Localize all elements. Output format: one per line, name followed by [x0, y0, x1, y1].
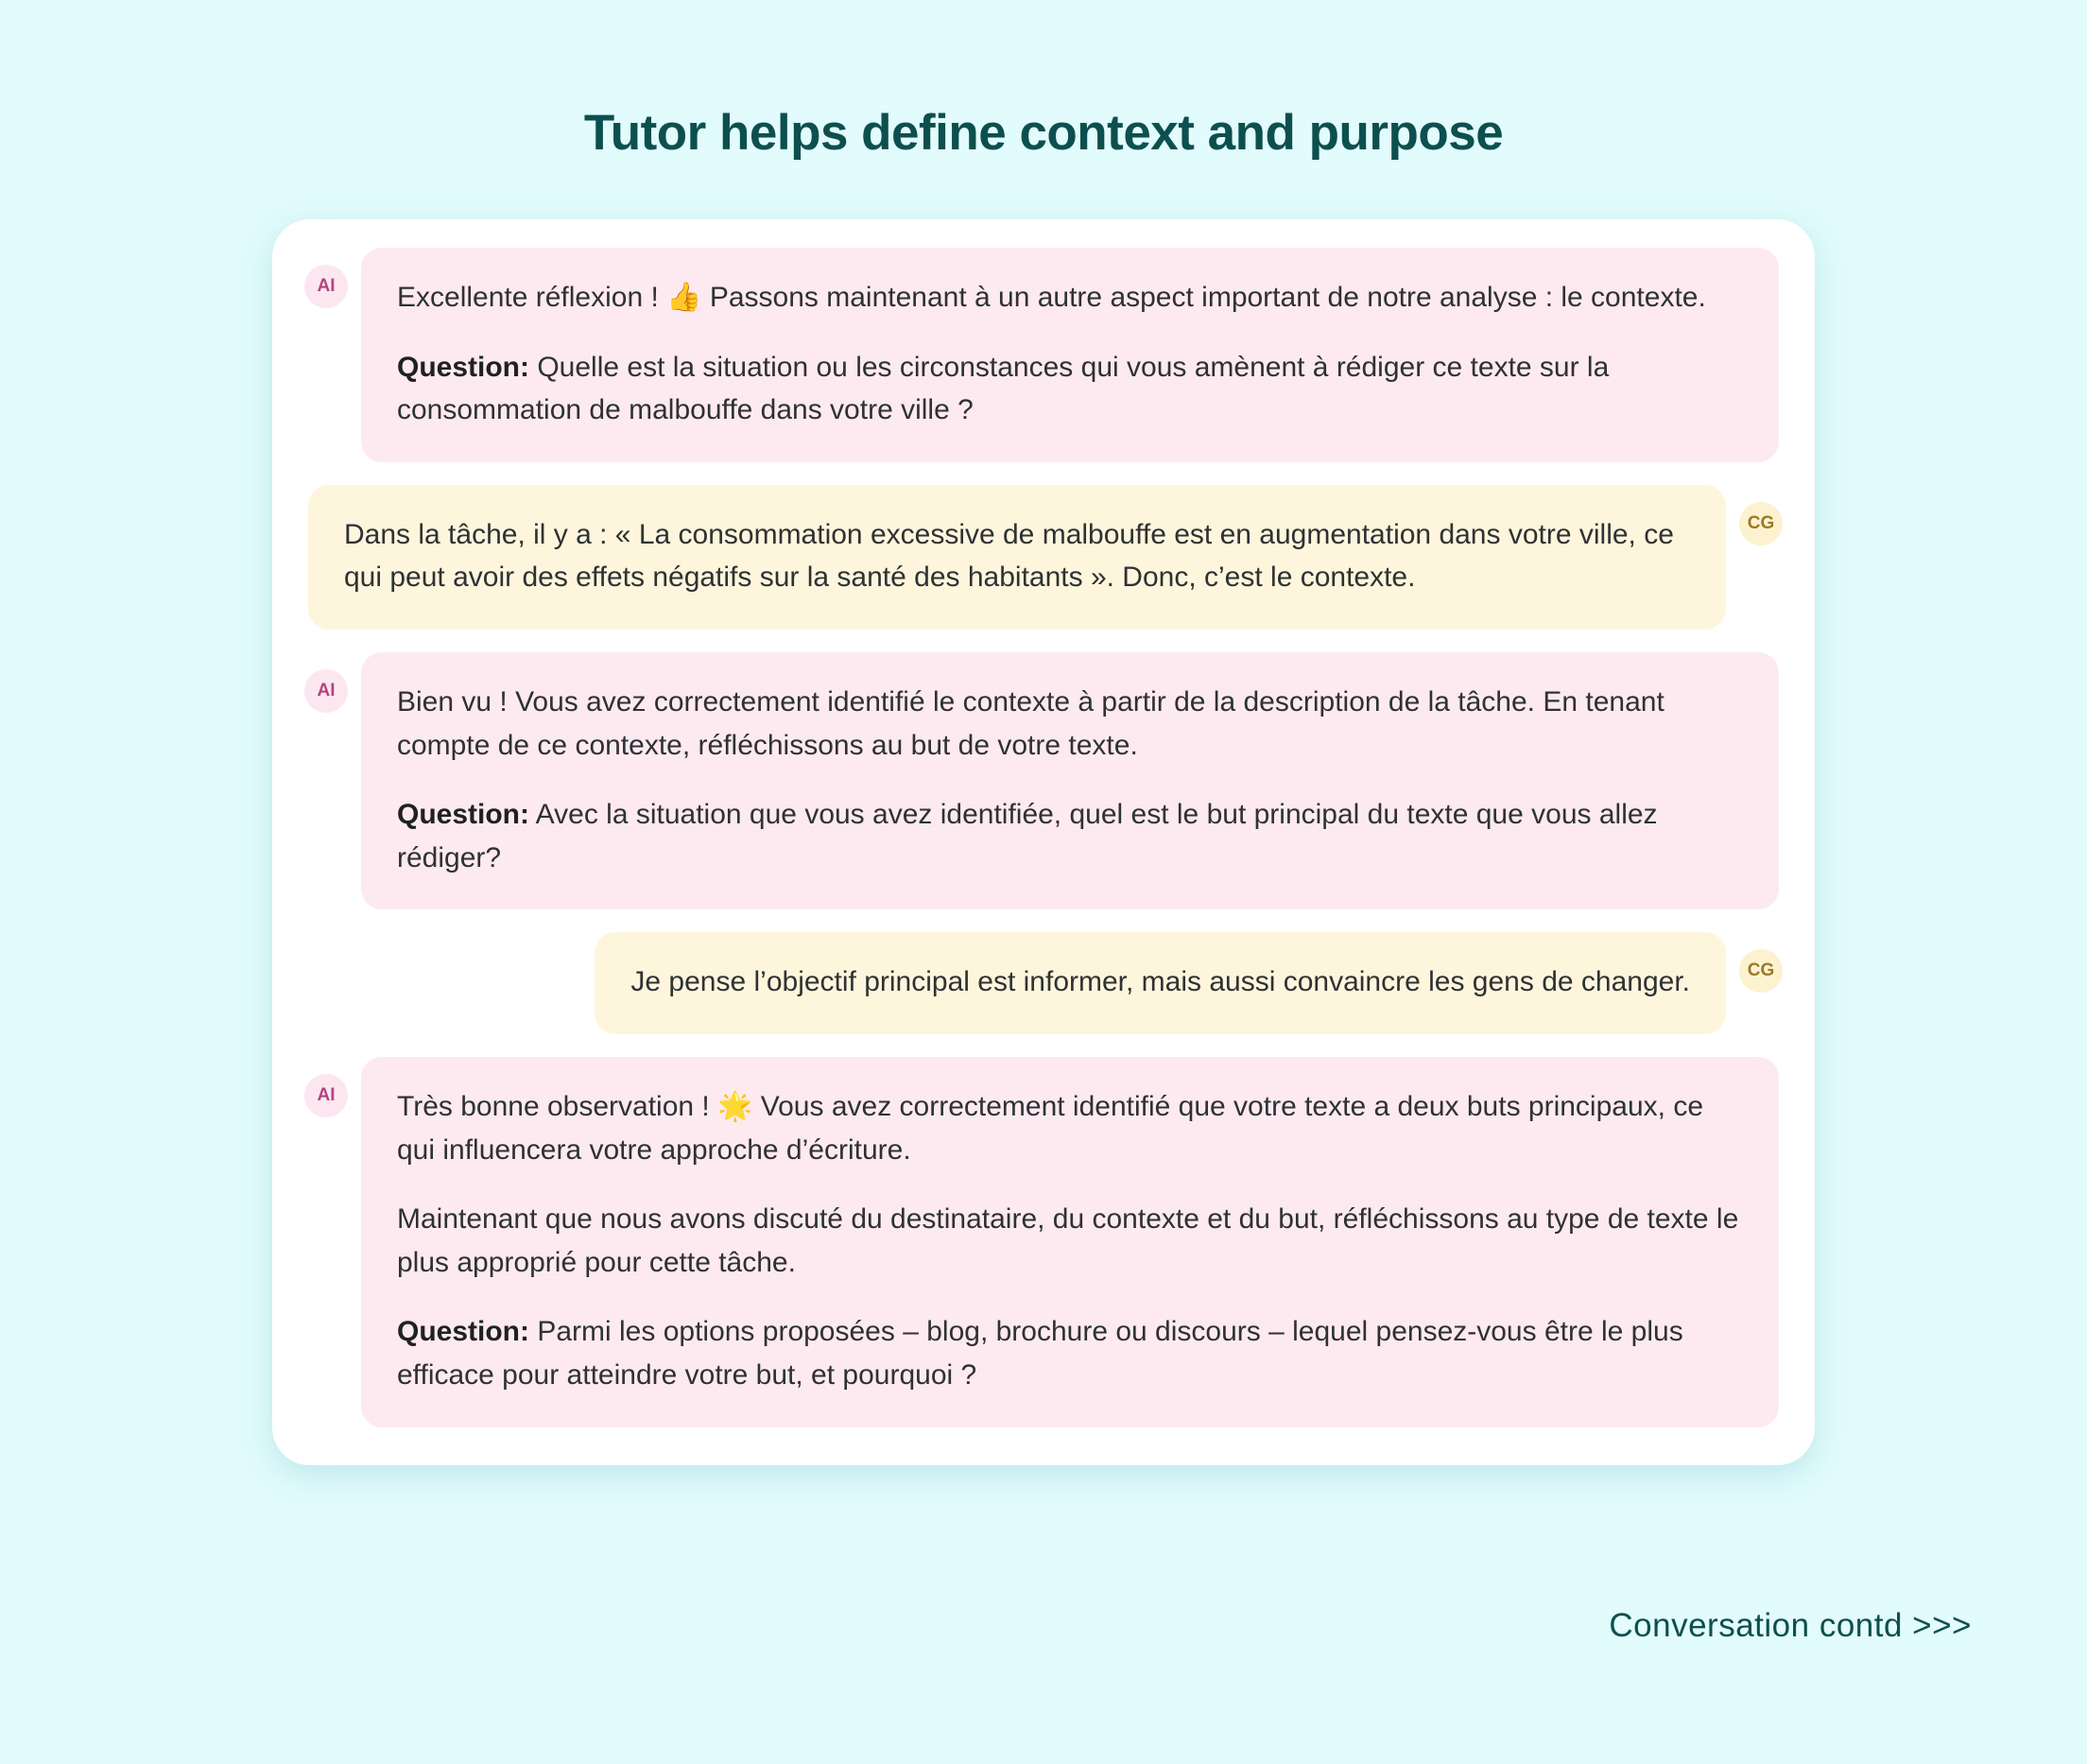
- message-paragraph: [397, 1085, 1743, 1171]
- message-text: Parmi les options proposées – blog, brochure ou discours – lequel pensez-vous être le plus efficace pour atteindre votre but, et pourquoi ?: [397, 1316, 1683, 1391]
- avatar-ai: AI: [304, 1074, 348, 1117]
- message-text: Dans la tâche, il y a : « La consommation excessive de malbouffe est en augmentation dans votre ville, ce qui peut avoir des effets négatifs sur la santé des habitants ». Donc, c’est le contexte.: [344, 518, 1674, 594]
- message-text: Excellente réflexion ! 👍 Passons maintenant à un autre aspect important de notre analyse : le contexte.: [397, 282, 1706, 313]
- message-paragraph: [397, 1198, 1743, 1284]
- message-paragraph: [397, 276, 1743, 320]
- avatar-user: CG: [1739, 502, 1783, 545]
- message-paragraph: [397, 793, 1743, 879]
- conversation-continued-link[interactable]: Conversation contd >>>: [1609, 1607, 1972, 1644]
- message-bubble-user: [308, 485, 1726, 630]
- message-text: Je pense l’objectif principal est informer, mais aussi convaincre les gens de changer.: [630, 966, 1690, 998]
- message-text: Avec la situation que vous avez identifiée, quel est le but principal du texte que vous allez rédiger?: [397, 799, 1658, 873]
- avatar-ai: AI: [304, 669, 348, 713]
- question-label: Question:: [397, 351, 529, 383]
- message-bubble-ai: [361, 1057, 1779, 1427]
- message-text: Quelle est la situation ou les circonstances qui vous amènent à rédiger ce texte sur la consommation de malbouffe dans votre ville ?: [397, 351, 1610, 426]
- message-text: Très bonne observation ! 🌟 Vous avez correctement identifié que votre texte a deux buts principaux, ce qui influencera votre approche d’écriture.: [397, 1090, 1704, 1166]
- message-bubble-user: [595, 932, 1726, 1034]
- chat-message-ai: [304, 248, 1783, 462]
- question-label: Question:: [397, 1316, 529, 1348]
- message-paragraph: [630, 960, 1690, 1004]
- avatar-user: CG: [1739, 949, 1783, 993]
- message-text: Bien vu ! Vous avez correctement identifié le contexte à partir de la description de la tâche. En tenant compte de ce contexte, réfléchissons au but de votre texte.: [397, 685, 1664, 761]
- message-text: Maintenant que nous avons discuté du destinataire, du contexte et du but, réfléchissons au type de texte le plus approprié pour cette tâche.: [397, 1203, 1739, 1278]
- chat-message-user: [304, 485, 1783, 630]
- message-paragraph: [397, 346, 1743, 432]
- message-paragraph: [397, 1310, 1743, 1396]
- chat-message-ai: [304, 652, 1783, 909]
- message-paragraph: [344, 513, 1690, 599]
- question-label: Question:: [397, 799, 529, 831]
- page-title: Tutor helps define context and purpose: [583, 105, 1504, 161]
- chat-message-user: [304, 932, 1783, 1034]
- avatar-ai: AI: [304, 265, 348, 308]
- message-paragraph: [397, 681, 1743, 767]
- message-bubble-ai: [361, 248, 1779, 462]
- chat-message-ai: [304, 1057, 1783, 1427]
- chat-transcript-card: [272, 219, 1815, 1465]
- message-bubble-ai: [361, 652, 1779, 909]
